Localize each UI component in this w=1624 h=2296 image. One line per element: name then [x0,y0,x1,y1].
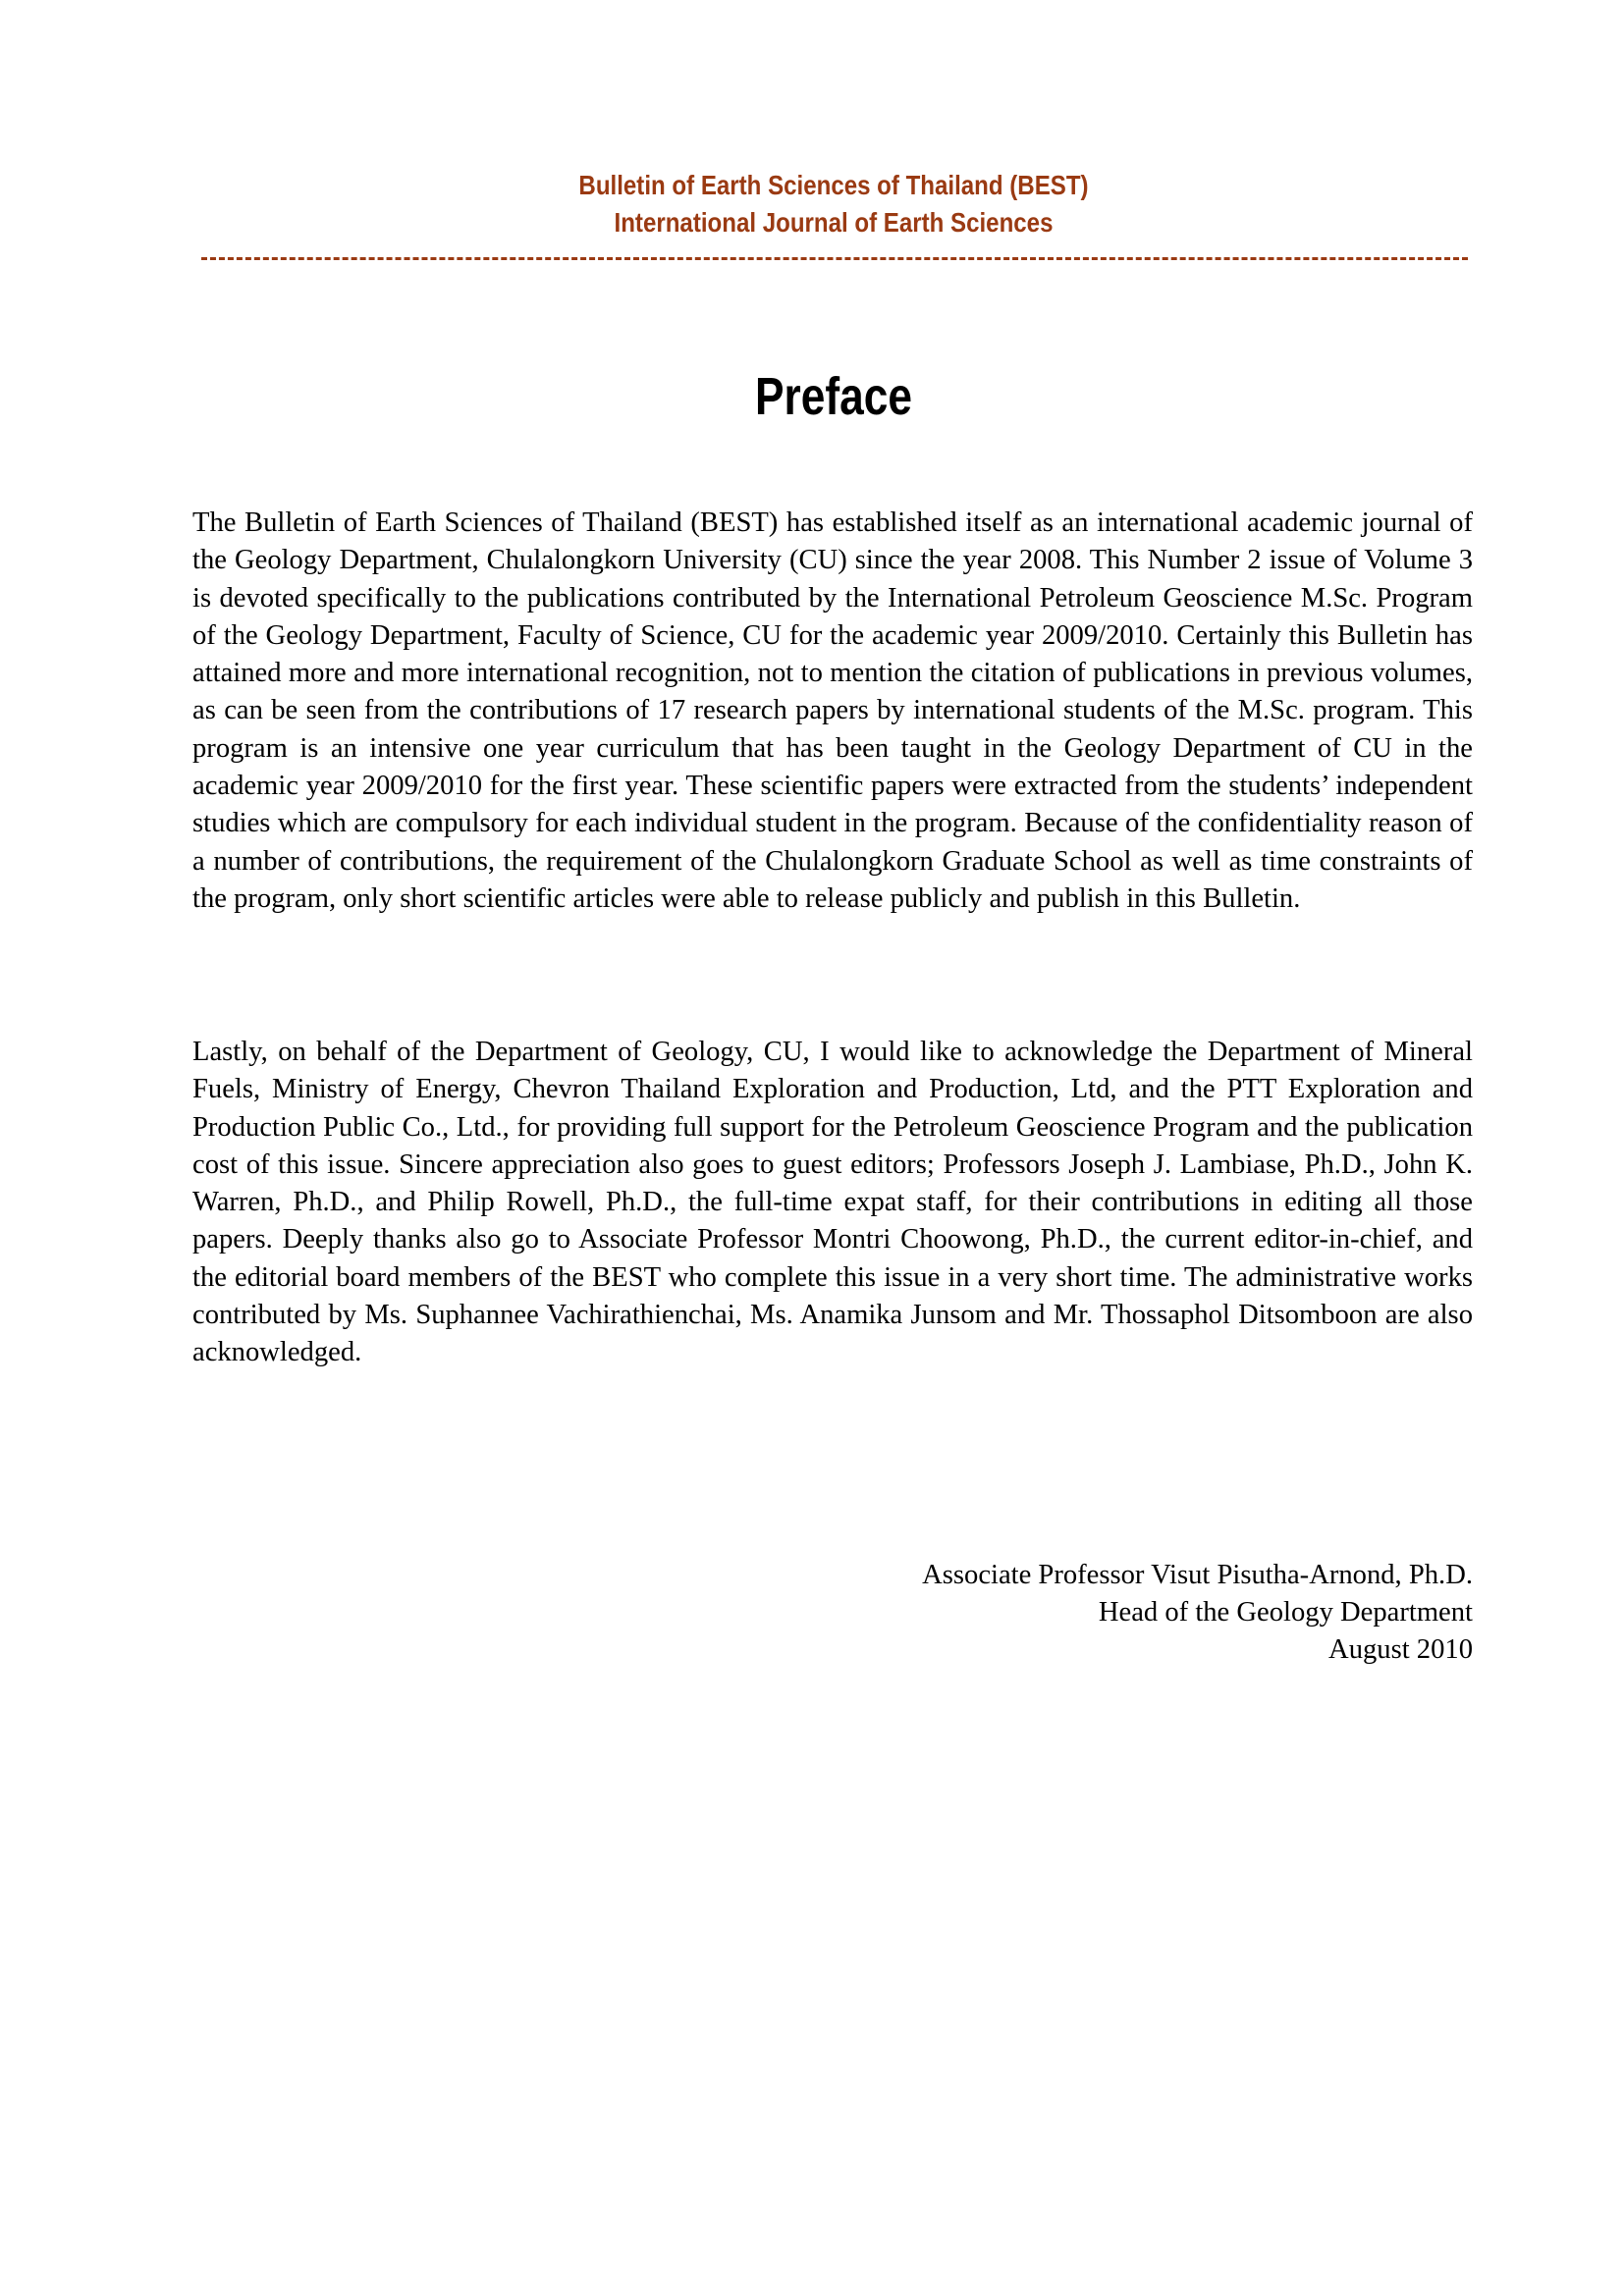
header-divider [201,257,1468,260]
journal-name: Bulletin of Earth Sciences of Thailand (BEST) [578,170,1089,200]
journal-header [282,167,1384,241]
signature-name: Associate Professor Visut Pisutha-Arnond, Ph.D. [922,1560,1473,1590]
signature-date: August 2010 [1328,1634,1473,1665]
preface-paragraph-2: Lastly, on behalf of the Department of Geology, CU, I would like to acknowledge the Department of Mineral Fuels, Ministry of Energy, Chevron Thailand Exploration and Production, Ltd, and the PTT Exploration and Production Public Co., Ltd., for providing full support for the Petroleum Geoscience Program and the publication cost of this issue. Sincere appreciation also goes to guest editors; Professors Joseph J. Lambiase, Ph.D., John K. Warren, Ph.D., and Philip Rowell, Ph.D., the full-time expat staff, for their contributions in editing all those papers. Deeply thanks also go to Associate Professor Montri Choowong, Ph.D., the current editor-in-chief, and the editorial board members of the BEST who complete this issue in a very short time. The administrative works contributed by Ms. Suphannee Vachirathienchai, Ms. Anamika Junsom and Mr. Thossaphol Ditsomboon are also acknowledged. [192,1037,1473,1368]
journal-subtitle: International Journal of Earth Sciences [614,207,1054,238]
page-title: Preface [754,367,913,426]
signature-position: Head of the Geology Department [1098,1597,1473,1628]
signature-block [192,1557,1473,1669]
preface-paragraph-1: The Bulletin of Earth Sciences of Thailand (BEST) has established itself as an international academic journal of the Geology Department, Chulalongkorn University (CU) since the year 2008. This Number 2 issue of Volume 3 is devoted specifically to the publications contributed by the International Petroleum Geoscience M.Sc. Program of the Geology Department, Faculty of Science, CU for the academic year 2009/2010. Certainly this Bulletin has attained more and more international recognition, not to mention the citation of publications in previous volumes, as can be seen from the contributions of 17 research papers by international students of the M.Sc. program. This program is an intensive one year curriculum that has been taught in the Geology Department of CU in the academic year 2009/2010 for the first year. These scientific papers were extracted from the students’ independent studies which are compulsory for each individual student in the program. Because of the confidentiality reason of a number of contributions, the requirement of the Chulalongkorn Graduate School as well as time constraints of the program, only short scientific articles were able to release publicly and publish in this Bulletin. [192,507,1473,914]
